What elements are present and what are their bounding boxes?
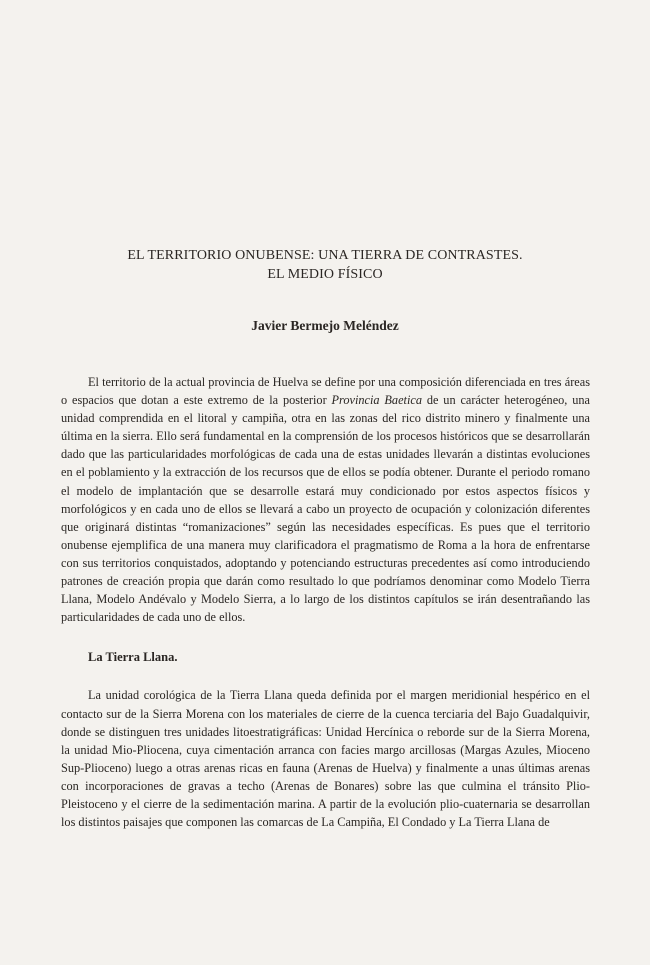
- section-heading: La Tierra Llana.: [88, 650, 178, 665]
- author-name: Javier Bermejo Meléndez: [251, 318, 399, 333]
- intro-italic-term: Provincia Baetica: [331, 393, 422, 408]
- intro-text-start: El territorio de la actual provincia de Huelva se define por una composición diferenciada en tres áreas o espacios que dotan a este extremo de la posterior: [61, 375, 590, 408]
- title-line-1: EL TERRITORIO ONUBENSE: UNA TIERRA DE CONTRASTES.: [127, 248, 523, 263]
- section-paragraph: La unidad corológica de la Tierra Llana queda definida por el margen meridionial hespérico en el contacto sur de la Sierra Morena con los materiales de cierre de la cuenca terciaria del Bajo Guadalquivir, donde se distinguen tres unidades litoestratigráficas: Unidad Hercínica o reborde sur de la Sierra Morena, la unidad Mio-Pliocena, cuya cimentación arranca con facies margo arcillosas (Margas Azules, Mioceno Sup-Plioceno) luego a otras arenas ricas en fauna (Arenas de Huelva) y finalmente a unas últimas arenas con incorporaciones de gravas a techo (Arenas de Bonares) sobre las que culmina el tránsito Plio-Pleistoceno y el cierre de la sedimentación marina. A partir de la evolución plio-cuaternaria se desarrollan los distintos paisajes que componen las comarcas de La Campiña, El Condado y La Tierra Llana de: [61, 688, 590, 830]
- intro-paragraph: [61, 373, 590, 626]
- article-title: [60, 246, 590, 284]
- title-line-2: EL MEDIO FÍSICO: [267, 267, 383, 282]
- intro-text-end: de un carácter heterogéneo, una unidad comprendida en el litoral y campiña, otra en las zonas del rico distrito minero y finalmente una última en la sierra. Ello será fundamental en la comprensión de los procesos históricos que se desarrollarán dado que las particularidades morfológicas de cada una de estas unidades llevarán a distintas evoluciones en el poblamiento y la extracción de los recursos que de ellos se podía obtener. Durante el periodo romano el modelo de implantación que se desarrolle estará muy condicionado por estos aspectos físicos y morfológicos y en cada uno de ellos se llevará a cabo un proyecto de ocupación y colonización diferentes que originará distintas “romanizaciones” según las necesidades específicas. Es pues que el territorio onubense ejemplifica de una manera muy clarificadora el pragmatismo de Roma a la hora de enfrentarse con sus territorios conquistados, adoptando y potenciando estructuras precedentes así como introduciendo patrones de creación propia que darán como resultado lo que podríamos denominar como Modelo Tierra Llana, Modelo Andévalo y Modelo Sierra, a lo largo de los distintos capítulos se irán desentrañando las particularidades de cada uno de ellos.: [61, 393, 590, 625]
- article-body: [61, 373, 590, 831]
